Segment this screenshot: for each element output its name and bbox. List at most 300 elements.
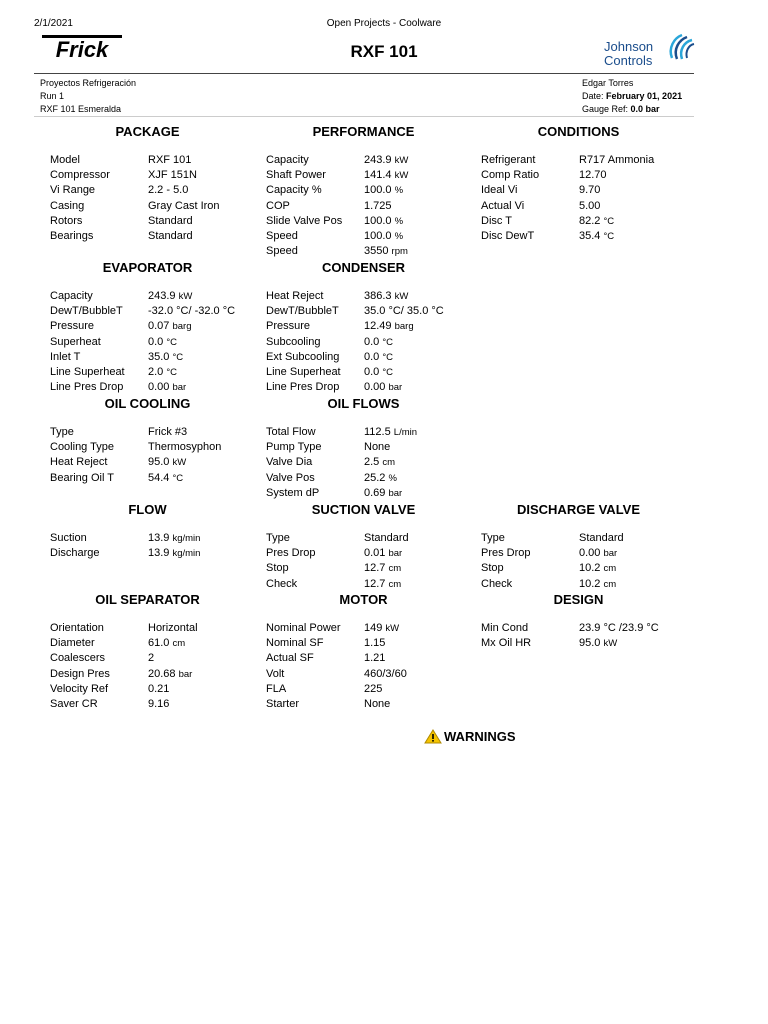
field-value bbox=[364, 214, 471, 229]
field-number: 3550 bbox=[364, 245, 392, 258]
flow-row bbox=[40, 546, 255, 561]
field-unit: °C bbox=[172, 351, 184, 363]
performance-row bbox=[256, 244, 471, 259]
field-value bbox=[148, 682, 255, 697]
field-number: 1.15 bbox=[364, 637, 386, 650]
field-unit: °C bbox=[382, 366, 394, 378]
field-number: 12.7 bbox=[364, 577, 389, 590]
field-number: 149 bbox=[364, 622, 386, 634]
field-label: Line Pres Drop bbox=[266, 381, 340, 394]
oil-flows-row bbox=[256, 486, 471, 501]
field-value bbox=[364, 304, 471, 319]
field-label: Refrigerant bbox=[481, 154, 536, 166]
field-number: 35.4 bbox=[579, 229, 604, 242]
field-value bbox=[148, 455, 255, 470]
performance-section bbox=[256, 124, 471, 259]
field-label: Mx Oil HR bbox=[481, 637, 532, 650]
field-number: 460/3/60 bbox=[364, 667, 407, 680]
field-value bbox=[364, 546, 471, 561]
oil-flows-heading: OIL FLOWS bbox=[327, 396, 400, 411]
oil-separator-row bbox=[40, 682, 255, 697]
package-row bbox=[40, 153, 255, 168]
field-number: 112.5 bbox=[364, 426, 394, 438]
field-number: 9.70 bbox=[579, 184, 601, 197]
field-number: Standard bbox=[148, 214, 193, 227]
field-value bbox=[148, 651, 255, 666]
field-label: Casing bbox=[50, 199, 85, 212]
brand-line-2: Controls bbox=[604, 53, 653, 68]
suction-valve-row bbox=[256, 577, 471, 592]
motor-row bbox=[256, 621, 471, 636]
field-number: 0.0 bbox=[364, 335, 383, 348]
gauge-value: 0.0 bar bbox=[630, 104, 660, 114]
field-value bbox=[148, 335, 255, 350]
field-number: 0.69 bbox=[364, 486, 389, 499]
discharge-valve-row bbox=[471, 531, 686, 546]
field-number: 20.68 bbox=[148, 667, 179, 680]
field-label: Line Superheat bbox=[266, 365, 341, 378]
field-value bbox=[364, 471, 471, 486]
field-unit: °C bbox=[382, 351, 394, 363]
oil-flows-section bbox=[256, 396, 471, 501]
project-name: Proyectos Refrigeración bbox=[40, 78, 137, 88]
field-label: Pressure bbox=[50, 320, 95, 333]
field-label: Superheat bbox=[50, 335, 101, 348]
field-number: Frick #3 bbox=[148, 426, 188, 438]
field-unit: bar bbox=[388, 487, 403, 499]
field-number: 54.4 bbox=[148, 471, 173, 484]
field-unit: °C bbox=[172, 472, 184, 484]
field-label: Type bbox=[50, 426, 74, 438]
field-value bbox=[364, 561, 471, 576]
field-value bbox=[364, 229, 471, 244]
field-number: RXF 101 bbox=[148, 154, 192, 166]
svg-text:Frick: Frick bbox=[55, 37, 109, 60]
field-label: Comp Ratio bbox=[481, 169, 540, 182]
design-row bbox=[471, 621, 686, 636]
field-unit: °C bbox=[166, 336, 178, 348]
oil-flows-row bbox=[256, 440, 471, 455]
package-row bbox=[40, 183, 255, 198]
conditions-row bbox=[471, 229, 686, 244]
field-value bbox=[364, 380, 471, 395]
field-value bbox=[364, 244, 471, 259]
suction-valve-row bbox=[256, 546, 471, 561]
field-label: Compressor bbox=[50, 169, 110, 182]
field-value bbox=[148, 304, 255, 319]
motor-heading: MOTOR bbox=[339, 592, 388, 607]
field-unit: cm bbox=[382, 457, 396, 469]
field-value bbox=[148, 471, 255, 486]
field-number: 0.07 bbox=[148, 320, 173, 333]
field-number: 0.01 bbox=[364, 547, 389, 560]
field-unit: °C bbox=[166, 366, 178, 378]
field-label: Capacity % bbox=[266, 184, 322, 197]
field-label: DewT/BubbleT bbox=[50, 305, 123, 318]
conditions-row bbox=[471, 214, 686, 229]
design-heading: DESIGN bbox=[553, 592, 604, 607]
warnings-heading bbox=[424, 729, 516, 744]
oil-separator-row bbox=[40, 636, 255, 651]
field-value bbox=[148, 667, 255, 682]
package-row bbox=[40, 214, 255, 229]
field-number: 95.0 bbox=[579, 637, 604, 650]
field-label: Type bbox=[266, 532, 290, 544]
field-label: Stop bbox=[481, 562, 504, 575]
oil-separator-row bbox=[40, 621, 255, 636]
oil-cooling-row bbox=[40, 425, 255, 440]
field-number: None bbox=[364, 697, 391, 710]
field-value bbox=[364, 440, 471, 455]
field-label: Pressure bbox=[266, 320, 311, 333]
field-value bbox=[579, 577, 686, 592]
field-unit: % bbox=[394, 185, 404, 197]
field-number: 2 bbox=[148, 652, 155, 665]
field-label: Diameter bbox=[50, 637, 95, 650]
field-value bbox=[148, 697, 255, 712]
field-label: Stop bbox=[266, 562, 289, 575]
oil-separator-section bbox=[40, 592, 255, 712]
field-number: XJF 151N bbox=[148, 169, 197, 182]
field-value bbox=[364, 319, 471, 334]
field-number: Standard bbox=[579, 532, 624, 544]
condenser-row bbox=[256, 365, 471, 380]
field-number: 1.21 bbox=[364, 652, 386, 665]
field-value bbox=[364, 199, 471, 214]
field-label: Line Superheat bbox=[50, 365, 125, 378]
field-label: Orientation bbox=[50, 622, 104, 634]
field-unit: bar bbox=[172, 382, 187, 394]
field-number: 0.00 bbox=[579, 547, 604, 560]
oil-flows-row bbox=[256, 471, 471, 486]
field-number: 2.5 bbox=[364, 456, 383, 469]
field-label: Min Cond bbox=[481, 622, 529, 634]
date-value: February 01, 2021 bbox=[606, 91, 683, 101]
field-value bbox=[364, 531, 471, 546]
field-number: 35.0 bbox=[148, 350, 173, 363]
field-unit: % bbox=[394, 230, 404, 242]
flow-section bbox=[40, 502, 255, 561]
field-value bbox=[364, 651, 471, 666]
suction-valve-row bbox=[256, 531, 471, 546]
field-unit: barg bbox=[394, 321, 414, 333]
discharge-valve-row bbox=[471, 561, 686, 576]
field-label: Pump Type bbox=[266, 441, 322, 454]
field-number: Thermosyphon bbox=[148, 441, 222, 454]
field-number: 12.70 bbox=[579, 169, 607, 182]
conditions-section bbox=[471, 124, 686, 244]
field-label: COP bbox=[266, 199, 290, 212]
field-value bbox=[579, 168, 686, 183]
unit-name: RXF 101 Esmeralda bbox=[40, 104, 122, 114]
field-value bbox=[579, 561, 686, 576]
conditions-row bbox=[471, 183, 686, 198]
oil-cooling-section bbox=[40, 396, 255, 486]
field-value bbox=[148, 168, 255, 183]
oil-cooling-row bbox=[40, 455, 255, 470]
field-value bbox=[579, 636, 686, 651]
suction-valve-section bbox=[256, 502, 471, 592]
field-label: Disc DewT bbox=[481, 229, 535, 242]
oil-flows-row bbox=[256, 455, 471, 470]
field-label: Ext Subcooling bbox=[266, 350, 340, 363]
field-value bbox=[364, 153, 471, 168]
field-label: Valve Pos bbox=[266, 471, 315, 484]
field-unit: °C bbox=[382, 336, 394, 348]
oil-separator-row bbox=[40, 697, 255, 712]
flow-heading: FLOW bbox=[128, 502, 167, 517]
field-label: Disc T bbox=[481, 214, 512, 227]
field-label: Check bbox=[266, 577, 298, 590]
field-number: 141.4 bbox=[364, 169, 395, 182]
evaporator-row bbox=[40, 304, 255, 319]
header-divider bbox=[34, 73, 694, 74]
field-number: 0.0 bbox=[148, 335, 167, 348]
evaporator-heading: EVAPORATOR bbox=[102, 260, 193, 275]
field-value bbox=[364, 350, 471, 365]
field-label: System dP bbox=[266, 486, 320, 499]
field-number: None bbox=[364, 441, 391, 454]
field-number: Standard bbox=[148, 229, 193, 242]
field-label: Pres Drop bbox=[481, 547, 531, 560]
package-row bbox=[40, 199, 255, 214]
field-unit: bar bbox=[178, 668, 193, 680]
field-value bbox=[579, 214, 686, 229]
report-meta bbox=[582, 77, 682, 116]
field-value bbox=[148, 183, 255, 198]
field-label: Model bbox=[50, 154, 80, 166]
field-number: 95.0 bbox=[148, 456, 173, 469]
field-unit: bar bbox=[388, 382, 403, 394]
field-unit: cm bbox=[603, 563, 617, 575]
field-number: Gray Cast Iron bbox=[148, 199, 220, 212]
field-value bbox=[364, 425, 471, 440]
field-value bbox=[148, 546, 255, 561]
field-label: FLA bbox=[266, 682, 287, 695]
field-label: Check bbox=[481, 577, 513, 590]
field-number: 386.3 bbox=[364, 290, 395, 302]
warnings-label: WARNINGS bbox=[444, 729, 516, 744]
field-value bbox=[148, 425, 255, 440]
field-number: -32.0 °C/ -32.0 °C bbox=[148, 305, 236, 318]
condenser-row bbox=[256, 289, 471, 304]
field-number: 2.2 - 5.0 bbox=[148, 184, 189, 197]
field-label: Inlet T bbox=[50, 350, 81, 363]
field-value bbox=[364, 621, 471, 636]
field-value bbox=[148, 365, 255, 380]
evaporator-row bbox=[40, 380, 255, 395]
brand-line-1: Johnson bbox=[604, 39, 654, 54]
field-unit: kg/min bbox=[172, 548, 201, 560]
field-unit: bar bbox=[603, 548, 618, 560]
field-value bbox=[148, 531, 255, 546]
field-number: Standard bbox=[364, 532, 409, 544]
field-value bbox=[148, 636, 255, 651]
oil-cooling-row bbox=[40, 471, 255, 486]
field-unit: cm bbox=[603, 578, 617, 590]
field-label: Type bbox=[481, 532, 505, 544]
field-value bbox=[364, 289, 471, 304]
field-value bbox=[579, 229, 686, 244]
field-unit: cm bbox=[388, 578, 402, 590]
field-number: 10.2 bbox=[579, 577, 604, 590]
oil-separator-heading: OIL SEPARATOR bbox=[95, 592, 200, 607]
field-label: Suction bbox=[50, 532, 87, 544]
field-value bbox=[579, 531, 686, 546]
field-number: 225 bbox=[364, 682, 383, 695]
flow-row bbox=[40, 531, 255, 546]
field-number: 5.00 bbox=[579, 199, 601, 212]
field-label: Design Pres bbox=[50, 667, 110, 680]
field-label: Heat Reject bbox=[50, 456, 108, 469]
field-value bbox=[364, 697, 471, 712]
field-value bbox=[364, 486, 471, 501]
field-value bbox=[364, 365, 471, 380]
project-info bbox=[40, 77, 136, 116]
package-row bbox=[40, 168, 255, 183]
field-number: 12.7 bbox=[364, 562, 389, 575]
conditions-row bbox=[471, 168, 686, 183]
field-label: Heat Reject bbox=[266, 290, 324, 302]
field-value bbox=[579, 199, 686, 214]
field-number: 1.725 bbox=[364, 199, 392, 212]
field-number: 9.16 bbox=[148, 697, 170, 710]
condenser-row bbox=[256, 380, 471, 395]
report-title: RXF 101 bbox=[350, 42, 418, 61]
discharge-valve-row bbox=[471, 546, 686, 561]
package-row bbox=[40, 229, 255, 244]
field-value bbox=[364, 667, 471, 682]
performance-row bbox=[256, 214, 471, 229]
field-unit: kW bbox=[394, 170, 409, 182]
field-label: Discharge bbox=[50, 547, 100, 560]
field-unit: L/min bbox=[393, 427, 418, 438]
discharge-valve-heading: DISCHARGE VALVE bbox=[516, 502, 641, 517]
field-label: Volt bbox=[266, 667, 285, 680]
evaporator-row bbox=[40, 289, 255, 304]
field-number: 0.00 bbox=[364, 381, 389, 394]
motor-row bbox=[256, 697, 471, 712]
oil-flows-row bbox=[256, 425, 471, 440]
field-label: Nominal SF bbox=[266, 637, 324, 650]
field-label: Speed bbox=[266, 229, 298, 242]
field-label: Ideal Vi bbox=[481, 184, 518, 197]
field-value bbox=[148, 289, 255, 304]
field-label: Nominal Power bbox=[266, 622, 341, 634]
oil-separator-row bbox=[40, 667, 255, 682]
field-number: 0.21 bbox=[148, 682, 170, 695]
field-value bbox=[364, 455, 471, 470]
condenser-row bbox=[256, 335, 471, 350]
field-value bbox=[364, 636, 471, 651]
field-number: Horizontal bbox=[148, 622, 198, 634]
print-title: Open Projects - Coolware bbox=[326, 18, 442, 29]
field-number: 13.9 bbox=[148, 547, 173, 560]
field-label: Bearings bbox=[50, 229, 94, 242]
field-unit: kW bbox=[603, 638, 618, 650]
field-number: 82.2 bbox=[579, 214, 604, 227]
field-value bbox=[364, 577, 471, 592]
field-number: 25.2 bbox=[364, 471, 389, 484]
field-value bbox=[148, 229, 255, 244]
motor-row bbox=[256, 636, 471, 651]
motor-section bbox=[256, 592, 471, 712]
evaporator-row bbox=[40, 365, 255, 380]
field-number: 12.49 bbox=[364, 320, 395, 333]
field-label: Vi Range bbox=[50, 184, 96, 197]
date-label: Date: bbox=[582, 91, 604, 101]
field-number: 0.0 bbox=[364, 365, 383, 378]
discharge-valve-section bbox=[471, 502, 686, 592]
field-label: Subcooling bbox=[266, 335, 321, 348]
field-label: Saver CR bbox=[50, 697, 98, 710]
field-value bbox=[579, 546, 686, 561]
field-unit: kW bbox=[178, 291, 193, 302]
field-value bbox=[364, 183, 471, 198]
field-label: Capacity bbox=[266, 154, 309, 166]
jci-swirl-icon bbox=[666, 32, 696, 62]
oil-separator-row bbox=[40, 651, 255, 666]
field-label: Valve Dia bbox=[266, 456, 313, 469]
evaporator-row bbox=[40, 335, 255, 350]
field-label: Velocity Ref bbox=[50, 682, 109, 695]
performance-row bbox=[256, 168, 471, 183]
field-label: Actual SF bbox=[266, 652, 314, 665]
field-number: 23.9 °C /23.9 °C bbox=[579, 622, 659, 634]
motor-row bbox=[256, 651, 471, 666]
warning-icon bbox=[424, 729, 442, 744]
motor-row bbox=[256, 667, 471, 682]
performance-row bbox=[256, 199, 471, 214]
motor-row bbox=[256, 682, 471, 697]
field-value bbox=[364, 168, 471, 183]
field-unit: barg bbox=[172, 321, 192, 333]
field-number: 0.00 bbox=[148, 381, 173, 394]
field-number: 100.0 bbox=[364, 229, 395, 242]
package-section bbox=[40, 124, 255, 244]
field-number: 243.9 bbox=[364, 154, 395, 166]
field-unit: cm bbox=[172, 638, 186, 650]
field-unit: kg/min bbox=[172, 533, 201, 544]
field-unit: cm bbox=[388, 563, 402, 575]
evaporator-section bbox=[40, 260, 255, 395]
discharge-valve-row bbox=[471, 577, 686, 592]
field-number: 243.9 bbox=[148, 290, 179, 302]
field-value bbox=[364, 335, 471, 350]
field-number: R717 Ammonia bbox=[579, 154, 655, 166]
author-name: Edgar Torres bbox=[582, 78, 634, 88]
johnson-controls-logo bbox=[602, 32, 698, 72]
field-number: 61.0 bbox=[148, 637, 173, 650]
field-label: Shaft Power bbox=[266, 169, 326, 182]
field-label: Starter bbox=[266, 697, 300, 710]
conditions-row bbox=[471, 199, 686, 214]
performance-row bbox=[256, 183, 471, 198]
conditions-row bbox=[471, 153, 686, 168]
field-label: Line Pres Drop bbox=[50, 381, 124, 394]
field-unit: kW bbox=[394, 155, 409, 166]
package-heading: PACKAGE bbox=[115, 124, 180, 139]
field-number: 10.2 bbox=[579, 562, 604, 575]
field-label: Slide Valve Pos bbox=[266, 214, 343, 227]
evaporator-row bbox=[40, 319, 255, 334]
field-label: Cooling Type bbox=[50, 441, 115, 454]
print-date: 2/1/2021 bbox=[34, 18, 73, 29]
field-unit: kW bbox=[385, 623, 400, 634]
field-label: Capacity bbox=[50, 290, 93, 302]
field-value bbox=[148, 440, 255, 455]
evaporator-row bbox=[40, 350, 255, 365]
